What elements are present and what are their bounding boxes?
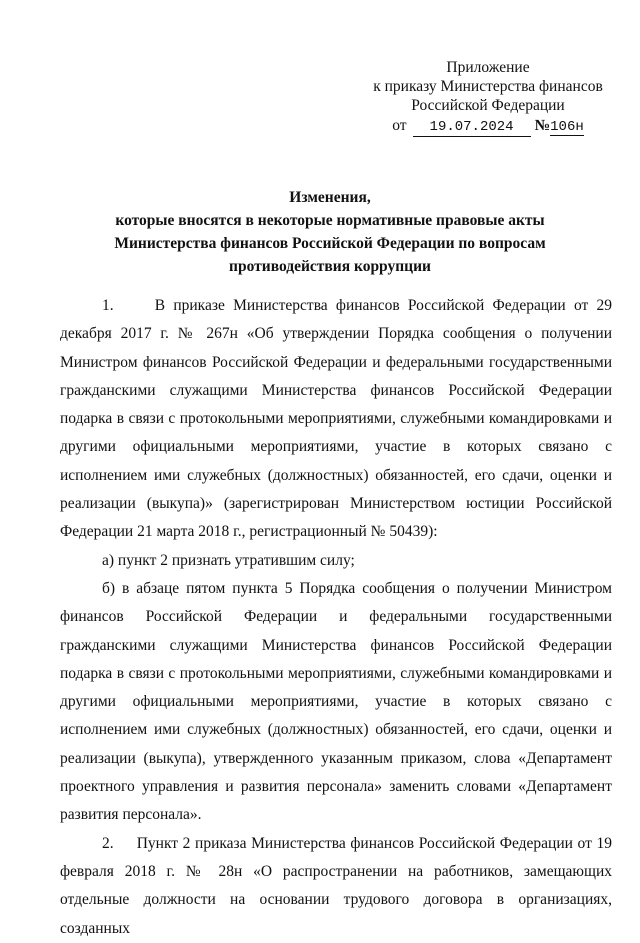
- date-prefix: от: [392, 117, 407, 134]
- approval-order-ref: к приказу Министерства финансов: [373, 78, 603, 95]
- paragraph-1b: б) в абзаце пятом пункта 5 Порядка сообщения о получении Министром финансов Российской Федерации и федеральными государственными гражданскими служащими Министерства финансов Российской Федерации подарка в связи с протокольными мероприятиями, служебными командировками и другими официальными мероприятиями, участие в которых связано с исполнением ими служебных (должностных) обязанностей, его сдачи, оценки и реализации (выкупа), утвержденного указанным приказом, слова «Департамент проектного управления и развития персонала» заменить словами «Департамент развития персонала».: [60, 579, 612, 824]
- approval-heading: Приложение: [446, 59, 530, 76]
- document-title: [60, 186, 600, 278]
- document-body: [60, 292, 612, 943]
- paragraph-1a: а) пункт 2 признать утратившим силу;: [102, 551, 355, 569]
- title-line-3: Министерства финансов Российской Федерации по вопросам: [114, 235, 546, 252]
- approval-date-line: [360, 116, 616, 137]
- title-line-1: Изменения,: [289, 189, 371, 206]
- order-date: 19.07.2024: [413, 119, 531, 137]
- paragraph-2: 2. Пункт 2 приказа Министерства финансов Российской Федерации от 19 февраля 2018 г. № 28н «О распространении на работников, замещающих отдельные должности на основании трудового договора в организациях, созданных: [60, 834, 612, 937]
- approval-block: [360, 58, 616, 137]
- title-line-4: противодействия коррупции: [229, 258, 431, 275]
- number-sign: №: [534, 117, 551, 134]
- approval-authority: Российской Федерации: [411, 97, 565, 114]
- title-line-2: которые вносятся в некоторые нормативные правовые акты: [115, 212, 545, 229]
- order-number: 106н: [550, 119, 584, 135]
- paragraph-1: 1. В приказе Министерства финансов Российской Федерации от 29 декабря 2017 г. № 267н «Об утверждении Порядка сообщения о получении Министром финансов Российской Федерации и федеральными государственными гражданскими служащими Министерства финансов Российской Федерации подарка в связи с протокольными мероприятиями, служебными командировками и другими официальными мероприятиями, участие в которых связано с исполнением ими служебных (должностных) обязанностей, его сдачи, оценки и реализации (выкупа)» (зарегистрирован Министерством юстиции Российской Федерации 21 марта 2018 г., регистрационный № 50439):: [60, 297, 612, 541]
